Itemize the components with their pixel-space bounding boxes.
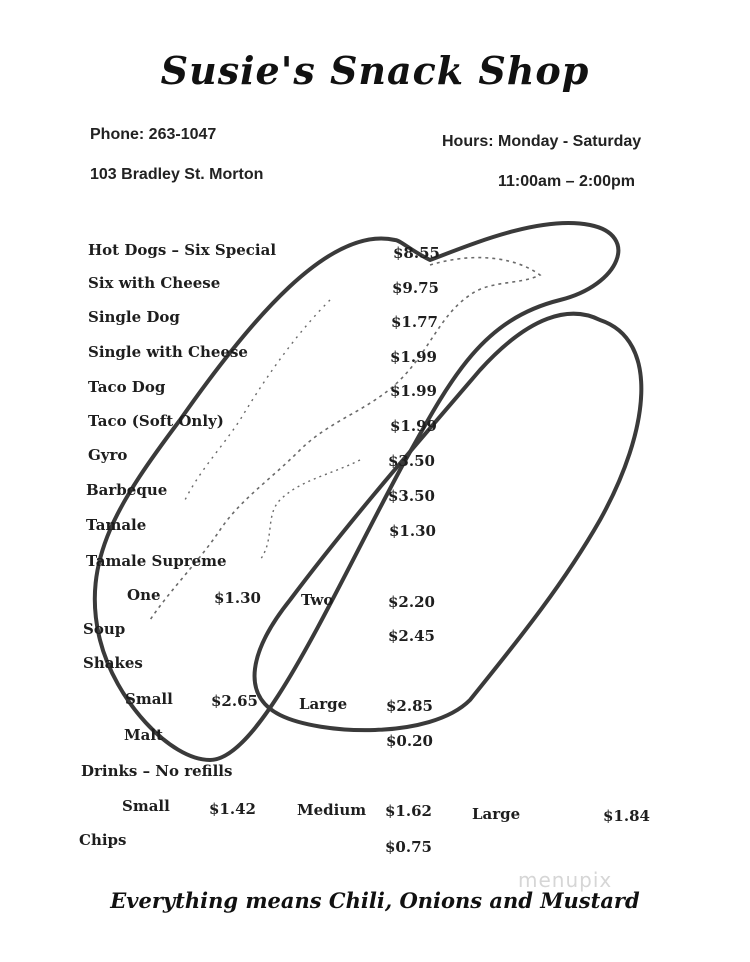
menu-item-price: $9.75 [392,279,439,297]
menu-item-name: Tamale [86,516,147,534]
shake-small-label: Small [125,690,173,708]
menu-item-name: Barbeque [86,481,168,499]
menu-item-name: Taco (Soft Only) [88,412,224,430]
menu-item-name: Gyro [88,446,128,464]
menupix-watermark: menupix [518,868,613,892]
menu-item-name: Single Dog [88,308,180,326]
menu-item-name: Hot Dogs – Six Special [88,241,277,259]
footer-tagline: Everything means Chili, Onions and Mustard [110,888,640,913]
tamale-two-label: Two [301,591,334,609]
drinks-label: Drinks – No refills [81,762,233,780]
drink-medium-price: $1.62 [385,802,432,820]
phone-number: Phone: 263-1047 [90,126,217,143]
menu-item-price: $1.77 [391,313,438,331]
shakes-label: Shakes [83,654,143,672]
hours-label: Hours: Monday - Saturday [442,133,642,150]
shake-small-price: $2.65 [211,692,258,710]
menu-item-name: Single with Cheese [88,343,248,361]
chips-price: $0.75 [385,838,432,856]
malt-label: Malt [124,726,163,744]
drink-small-label: Small [122,797,170,815]
shake-large-label: Large [299,695,348,713]
menu-item-name: Tamale Supreme [86,552,227,570]
malt-price: $0.20 [386,732,433,750]
tamale-one-price: $1.30 [214,589,261,607]
shake-large-price: $2.85 [386,697,433,715]
tamale-two-price: $2.20 [388,593,435,611]
soup-label: Soup [83,620,126,638]
menu-item-name: Six with Cheese [88,274,221,292]
drink-medium-label: Medium [297,801,367,819]
menu-item-price: $1.99 [390,348,437,366]
shop-title: Susie's Snack Shop [160,48,590,93]
menu-item-price: $3.50 [388,452,435,470]
menu-item-price: $1.99 [390,382,437,400]
chips-label: Chips [79,831,127,849]
hours-time: 11:00am – 2:00pm [498,173,635,190]
drink-large-label: Large [472,805,521,823]
menu-item-price: $1.99 [390,417,437,435]
menu-item-name: Taco Dog [88,378,166,396]
drink-small-price: $1.42 [209,800,256,818]
menu-item-price: $3.50 [388,487,435,505]
drink-large-price: $1.84 [603,807,650,825]
soup-price: $2.45 [388,627,435,645]
tamale-one-label: One [127,586,161,604]
menu-item-price: $1.30 [389,522,436,540]
menu-item-price: $8.55 [393,244,440,262]
address: 103 Bradley St. Morton [90,166,264,183]
